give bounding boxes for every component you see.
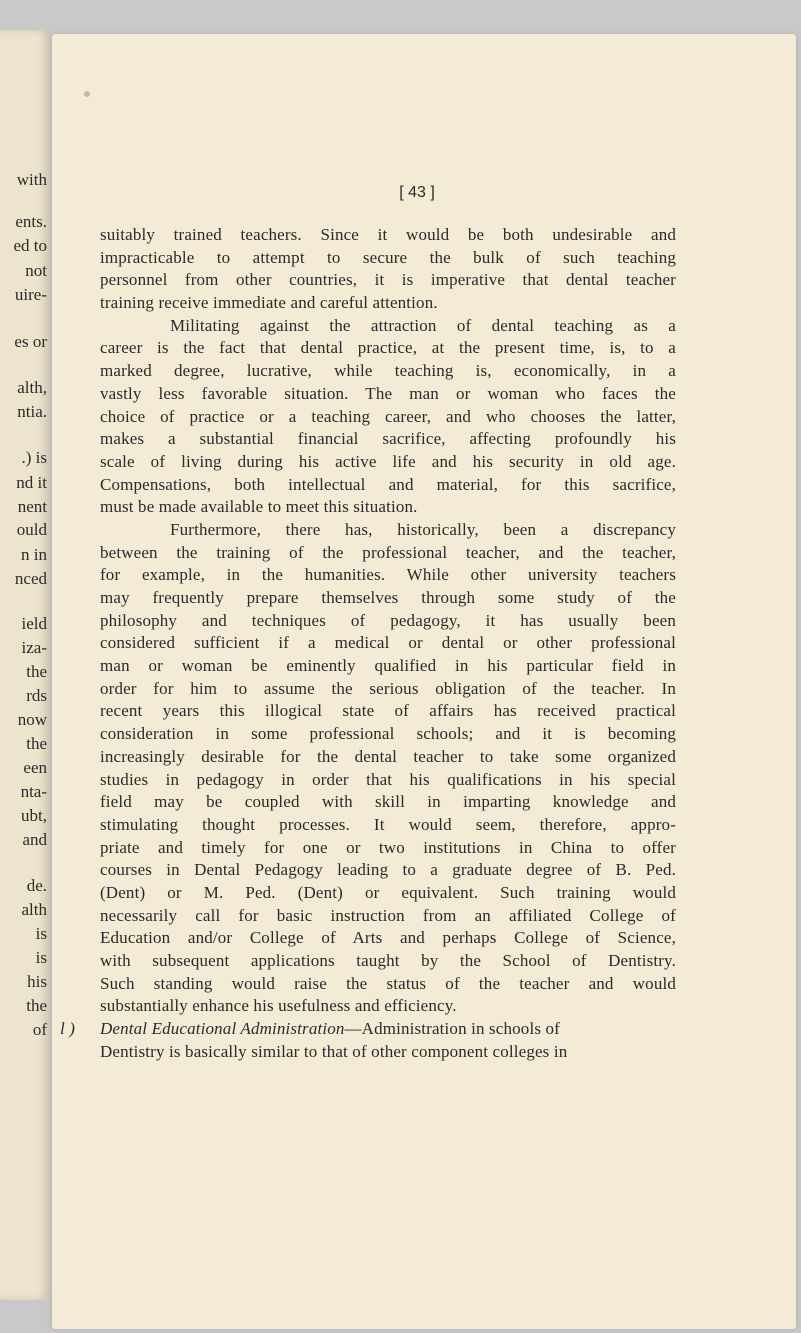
facing-page-fragment: ould xyxy=(16,520,47,539)
text-line: studies in pedagogy in order that his qualifications in his special xyxy=(100,769,676,789)
text-line: substantially enhance his usefulness and efficiency. xyxy=(100,996,457,1016)
section-heading-line xyxy=(60,1018,676,1041)
text-line: order for him to assume the serious obligation of the teacher. In xyxy=(100,678,676,698)
text-line: increasingly desirable for the dental teacher to take some organized xyxy=(100,746,676,766)
facing-page-fragment: ield xyxy=(21,614,47,633)
paragraph-2 xyxy=(100,315,676,519)
text-line: impracticable to attempt to secure the bulk of such teaching xyxy=(100,247,676,267)
facing-page-fragment: es or xyxy=(14,332,47,351)
facing-page-fragment: nent xyxy=(17,497,47,516)
facing-page-fragment: ed to xyxy=(13,236,47,255)
facing-page-fragment: nta- xyxy=(20,782,47,801)
text-line: must be made available to meet this situation. xyxy=(100,497,418,517)
facing-page-fragment: not xyxy=(25,261,47,280)
facing-page-fragment: and xyxy=(22,830,47,849)
facing-page-fragment: alth xyxy=(21,900,47,919)
facing-page-edge xyxy=(0,30,50,1300)
text-line: recent years this illogical state of affairs has received practical xyxy=(100,701,676,721)
section-continuation: Dentistry is basically similar to that of other component colleges in xyxy=(100,1041,568,1061)
text-line: Education and/or College of Arts and perhaps College of Science, xyxy=(100,928,676,948)
section-l xyxy=(60,1018,676,1063)
facing-page-fragment: een xyxy=(23,758,47,777)
paragraph-1 xyxy=(100,224,676,315)
facing-page-fragment: nd it xyxy=(16,473,47,492)
text-line: suitably trained teachers. Since it would be both undesirable and xyxy=(100,225,676,244)
text-line: makes a substantial financial sacrifice, affecting profoundly his xyxy=(100,429,676,449)
facing-page-fragment: his xyxy=(27,972,47,991)
text-line: (Dent) or M. Ped. (Dent) or equivalent. Such training would xyxy=(100,882,676,902)
facing-page-fragment: is xyxy=(35,924,47,943)
text-line: personnel from other countries, it is imperative that dental teacher xyxy=(100,270,676,290)
text-line: field may be coupled with skill in imparting knowledge and xyxy=(100,792,676,812)
text-line: priate and timely for one or two institutions in China to offer xyxy=(100,837,676,857)
text-line: Such standing would raise the status of the teacher and would xyxy=(100,973,676,993)
text-line: stimulating thought processes. It would seem, therefore, appro- xyxy=(100,814,676,834)
facing-page-fragment: the xyxy=(26,662,47,681)
document-page xyxy=(52,34,796,1329)
text-line: philosophy and techniques of pedagogy, it has usually been xyxy=(100,610,676,630)
facing-page-fragment: ubt, xyxy=(21,806,47,825)
section-heading: Dental Educational Administration xyxy=(100,1019,345,1039)
text-line: considered sufficient if a medical or dental or other professional xyxy=(100,633,676,653)
text-line: Compensations, both intellectual and material, for this sacrifice, xyxy=(100,474,676,494)
facing-page-fragment: n in xyxy=(21,545,47,564)
facing-page-fragment: with xyxy=(16,170,47,189)
text-line: necessarily call for basic instruction from an affiliated College of xyxy=(100,905,676,925)
text-line: vastly less favorable situation. The man or woman who faces the xyxy=(100,383,676,403)
text-line: career is the fact that dental practice, at the present time, is, to a xyxy=(100,338,676,358)
facing-page-fragment: ents. xyxy=(15,212,47,231)
text-line: Furthermore, there has, historically, been a discrepancy xyxy=(170,519,676,539)
facing-page-fragment: .) is xyxy=(21,448,47,467)
facing-page-fragment: now xyxy=(17,710,47,729)
text-line: choice of practice or a teaching career, and who chooses the latter, xyxy=(100,406,676,426)
text-line: between the training of the professional teacher, and the teacher, xyxy=(100,542,676,562)
text-line: man or woman be eminently qualified in his particular field in xyxy=(100,656,676,676)
facing-page-fragment: ntia. xyxy=(17,402,47,421)
page-number: [ 43 ] xyxy=(399,184,435,201)
text-line: training receive immediate and careful attention. xyxy=(100,293,438,313)
text-line: may frequently prepare themselves through some study of the xyxy=(100,588,676,607)
text-line: consideration in some professional schools; and it is becoming xyxy=(100,724,676,744)
facing-page-fragment: nced xyxy=(14,569,47,588)
section-heading-text: —Administration in schools of xyxy=(344,1019,560,1039)
body-text xyxy=(60,224,676,1063)
facing-page-fragment: iza- xyxy=(21,638,47,657)
text-line: scale of living during his active life and his security in old age. xyxy=(100,451,676,471)
section-marker: l ) xyxy=(60,1019,76,1039)
text-line: marked degree, lucrative, while teaching is, economically, in a xyxy=(100,361,676,381)
paper-blemish xyxy=(84,91,90,97)
facing-page-fragment: the xyxy=(26,734,47,753)
text-line: Militating against the attraction of dental teaching as a xyxy=(170,315,676,335)
text-line: with subsequent applications taught by the School of Dentistry. xyxy=(100,951,676,970)
text-line: courses in Dental Pedagogy leading to a graduate degree of B. Ped. xyxy=(100,860,676,880)
facing-page-fragment: alth, xyxy=(17,378,47,397)
facing-page-fragment: the xyxy=(26,996,47,1015)
paragraph-3 xyxy=(100,519,676,1018)
text-line: for example, in the humanities. While other university teachers xyxy=(100,565,676,585)
facing-page-fragment: rds xyxy=(26,686,47,705)
facing-page-fragment: is xyxy=(35,948,47,967)
facing-page-fragment: of xyxy=(32,1020,47,1039)
facing-page-fragment: de. xyxy=(26,876,47,895)
facing-page-fragment: uire- xyxy=(14,285,47,304)
